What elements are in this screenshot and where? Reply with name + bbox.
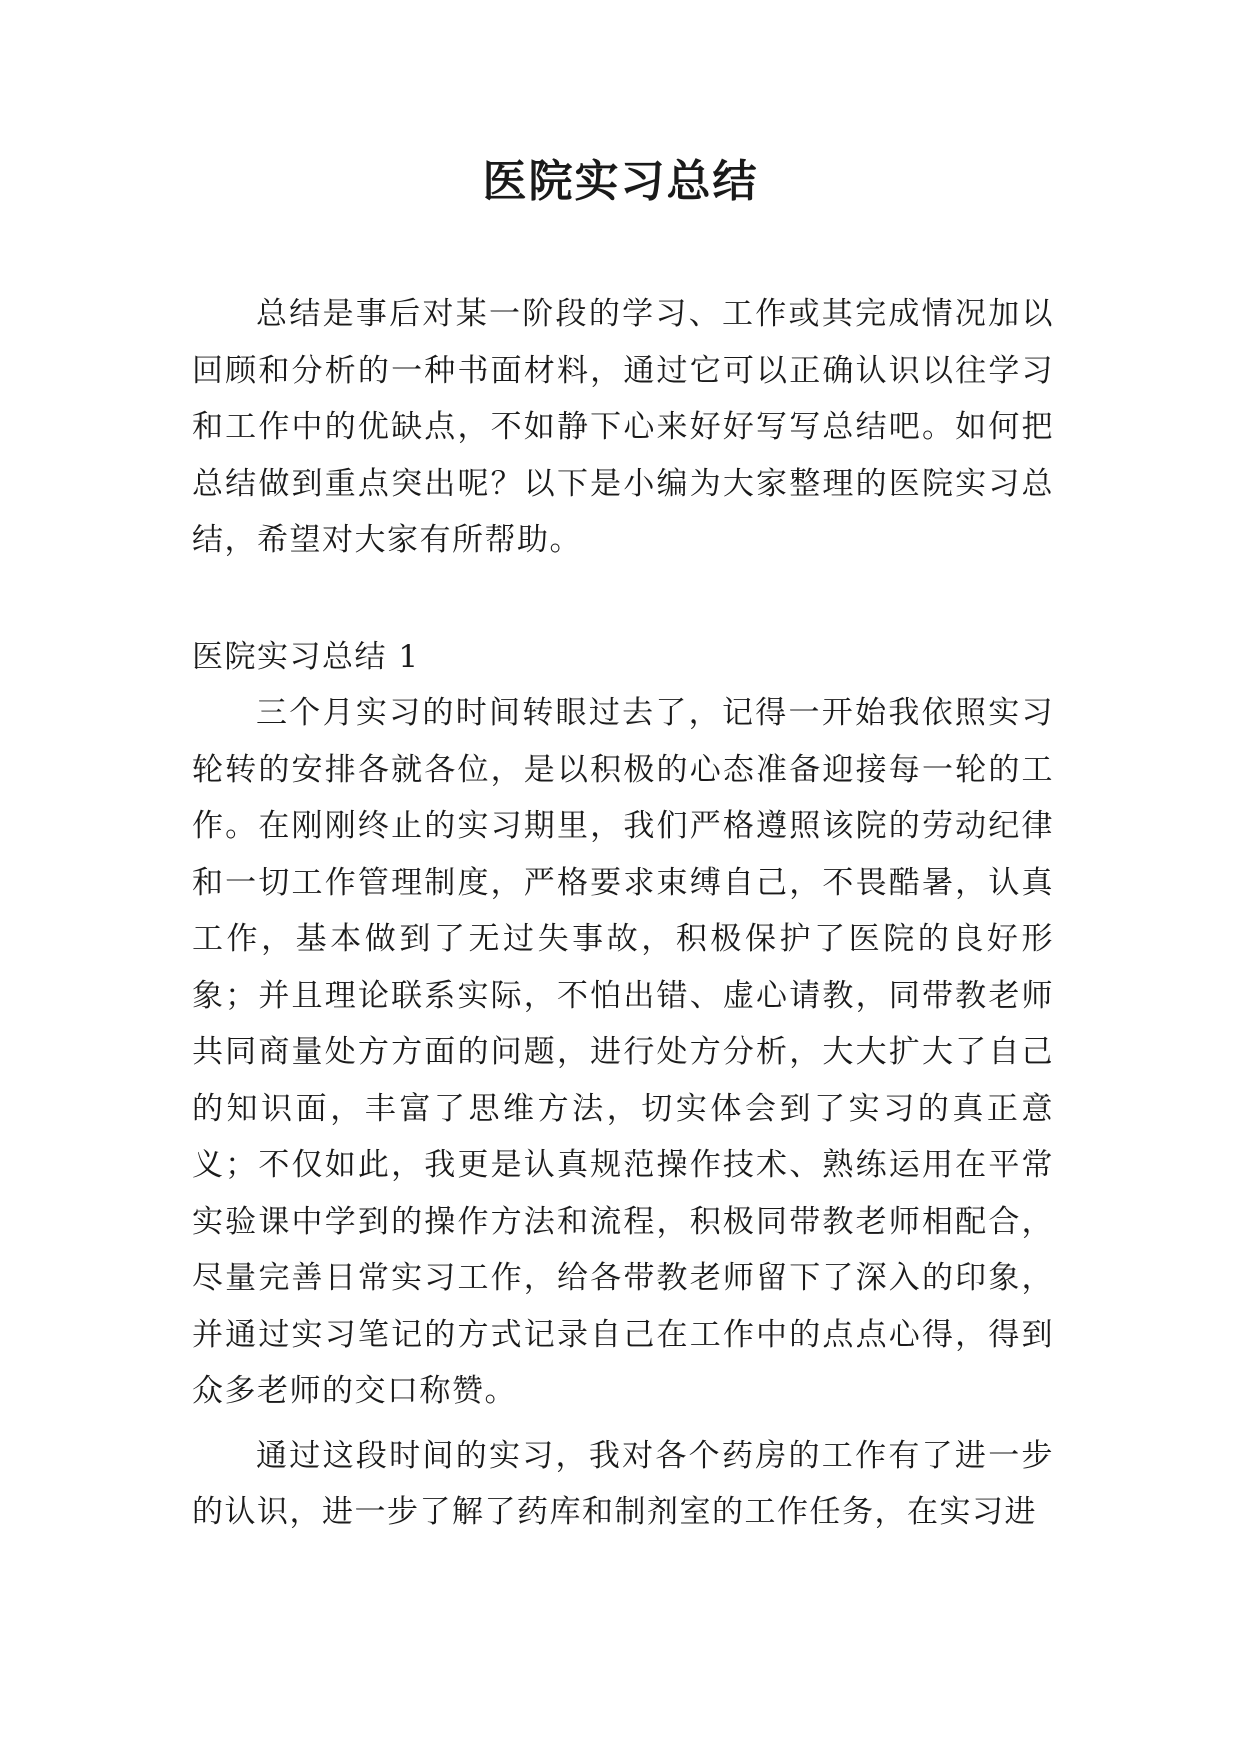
- body-paragraph: 三个月实习的时间转眼过去了，记得一开始我依照实习轮转的安排各就各位，是以积极的心态准备迎接每一轮的工作。在刚刚终止的实习期里，我们严格遵照该院的劳动纪律和一切工作管理制度，严格要求束缚自己，不畏酷暑，认真工作，基本做到了无过失事故，积极保护了医院的良好形象；并且理论联系实际，不怕出错、虚心请教，同带教老师共同商量处方方面的问题，进行处方分析，大大扩大了自己的知识面，丰富了思维方法，切实体会到了实习的真正意义；不仅如此，我更是认真规范操作技术、熟练运用在平常实验课中学到的操作方法和流程，积极同带教老师相配合，尽量完善日常实习工作，给各带教老师留下了深入的印象，并通过实习笔记的方式记录自己在工作中的点点心得，得到众多老师的交口称赞。: [192, 695, 1054, 1409]
- document-title: 医院实习总结: [482, 156, 759, 207]
- intro-paragraph: 总结是事后对某一阶段的学习、工作或其完成情况加以回顾和分析的一种书面材料，通过它可以正确认识以往学习和工作中的优缺点，不如静下心来好好写写总结吧。如何把总结做到重点突出呢？以下是小编为大家整理的医院实习总结，希望对大家有所帮助。: [192, 296, 1054, 558]
- body-paragraph: 通过这段时间的实习，我对各个药房的工作有了进一步的认识，进一步了解了药库和制剂室的工作任务，在实习进: [192, 1437, 1054, 1530]
- section-1: [192, 629, 1054, 1541]
- section-heading: 医院实习总结 1: [192, 638, 420, 675]
- document-body: [192, 286, 1054, 1541]
